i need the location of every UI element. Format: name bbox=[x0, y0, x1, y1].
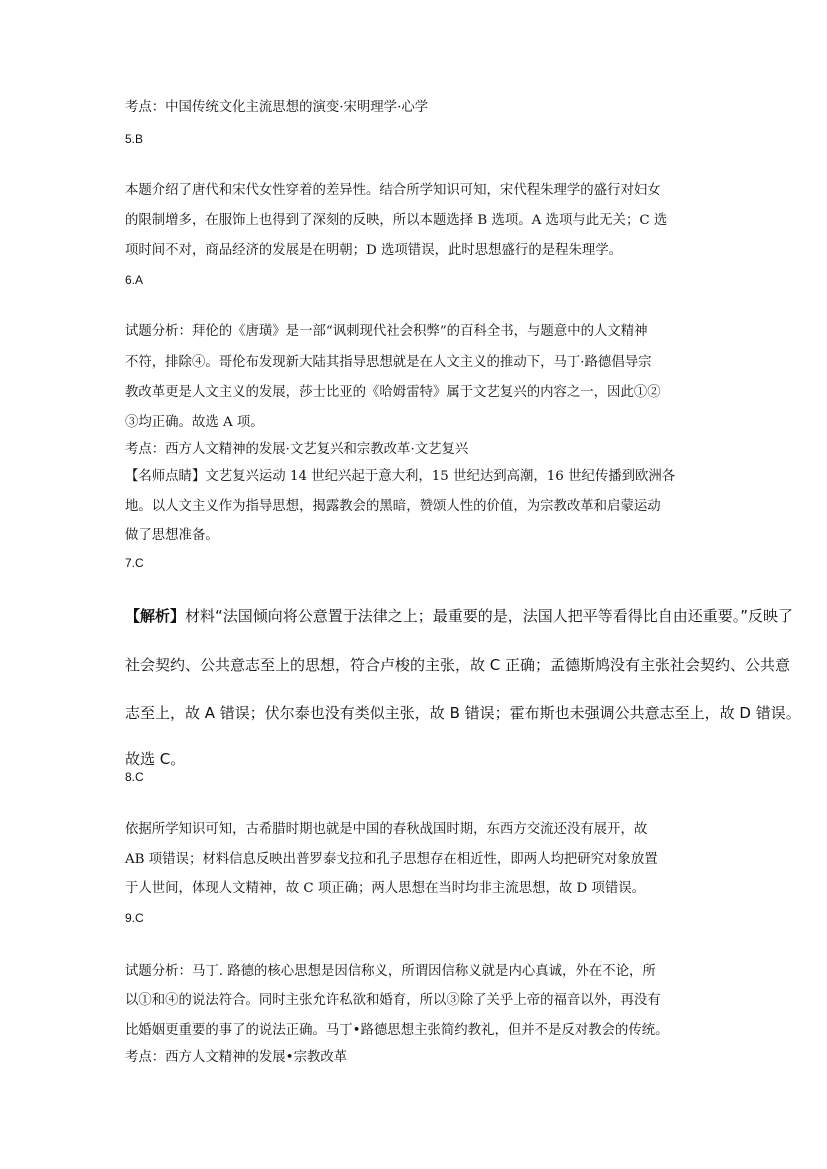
explanation-line: 依据所学知识可知，古希腊时期也就是中国的春秋战国时期，东西方交流还没有展开，故 bbox=[125, 822, 648, 837]
key-point-line: 考点：中国传统文化主流思想的演变·宋明理学·心学 bbox=[125, 100, 429, 115]
key-point-line: 考点：西方人文精神的发展•宗教改革 bbox=[125, 1050, 348, 1065]
explanation-line: AB 项错误；材料信息反映出普罗泰戈拉和孔子思想存在相近性，即两人均把研究对象放置 bbox=[125, 852, 658, 867]
analysis-line: 故选 C。 bbox=[125, 750, 186, 768]
explanation-line: 项时间不对，商品经济的发展是在明朝；D 选项错误，此时思想盛行的是程朱理学。 bbox=[125, 243, 623, 258]
analysis-line: 志至上，故 A 错误；伏尔泰也没有类似主张，故 B 错误；霍布斯也未强调公共意志至上，故 D 错误。 bbox=[125, 704, 801, 722]
explanation-line: 教改革更是人文主义的发展，莎士比亚的《哈姆雷特》属于文艺复兴的内容之一，因此①② bbox=[125, 385, 661, 400]
answer-number-5: 5.B bbox=[125, 132, 144, 146]
explanation-line: 比婚姻更重要的事了的说法正确。马丁•路德思想主张简约教礼，但并不是反对教会的传统。 bbox=[125, 1023, 669, 1038]
teacher-note-line: 做了思想准备。 bbox=[125, 528, 219, 543]
answer-number-8: 8.C bbox=[125, 770, 144, 784]
teacher-note-line: 【名师点睛】文艺复兴运动 14 世纪兴起于意大利，15 世纪达到高潮，16 世纪传播到欧洲各 bbox=[125, 469, 676, 484]
explanation-line: 本题介绍了唐代和宋代女性穿着的差异性。结合所学知识可知，宋代程朱理学的盛行对妇女 bbox=[125, 183, 661, 198]
analysis-line: 社会契约、公共意志至上的思想，符合卢梭的主张，故 C 正确；孟德斯鸠没有主张社会契约、公共意 bbox=[125, 656, 791, 674]
explanation-line: 的限制增多，在服饰上也得到了深刻的反映，所以本题选择 B 选项。A 选项与此无关；C 选 bbox=[125, 213, 668, 228]
explanation-line: ③均正确。故选 A 项。 bbox=[125, 415, 264, 430]
answer-number-7: 7.C bbox=[125, 556, 144, 570]
key-point-line: 考点：西方人文精神的发展·文艺复兴和宗教改革·文艺复兴 bbox=[125, 442, 469, 457]
analysis-line: 【解析】材料“法国倾向将公意置于法律之上；最重要的是，法国人把平等看得比自由还重要。”反映了 bbox=[125, 607, 794, 625]
analysis-tag: 【解析】 bbox=[125, 607, 186, 625]
answer-number-9: 9.C bbox=[125, 911, 144, 925]
explanation-line: 试题分析：拜伦的《唐璜》是一部“讽刺现代社会积弊”的百科全书，与题意中的人文精神 bbox=[125, 324, 648, 339]
explanation-line: 于人世间，体现人文精神，故 C 项正确；两人思想在当时均非主流思想，故 D 项错误。 bbox=[125, 881, 646, 896]
explanation-line: 不符，排除④。哥伦布发现新大陆其指导思想就是在人文主义的推动下，马丁·路德倡导宗 bbox=[125, 355, 652, 370]
explanation-line: 以①和④的说法符合。同时主张允许私欲和婚育，所以③除了关乎上帝的福音以外，再没有 bbox=[125, 993, 661, 1008]
explanation-line: 试题分析：马丁. 路德的核心思想是因信称义，所谓因信称义就是内心真诚，外在不论，所 bbox=[125, 964, 656, 979]
answer-number-6: 6.A bbox=[125, 273, 144, 287]
teacher-note-line: 地。以人文主义作为指导思想，揭露教会的黑暗，赞颂人性的价值，为宗教改革和启蒙运动 bbox=[125, 499, 661, 514]
